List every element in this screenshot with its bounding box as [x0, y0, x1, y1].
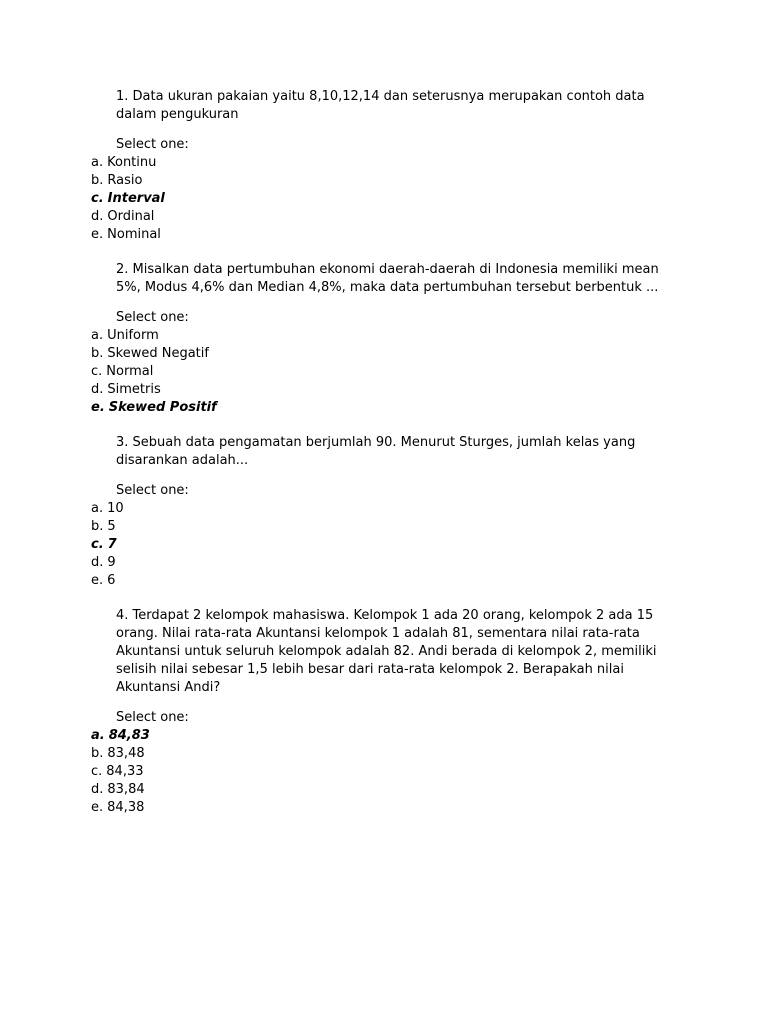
option-text: Skewed Negatif — [107, 346, 209, 361]
option-d[interactable] — [91, 381, 768, 399]
option-c[interactable] — [91, 536, 768, 554]
question-text-line: 4. Terdapat 2 kelompok mahasiswa. Kelompok 1 ada 20 orang, kelompok 2 ada 15 — [116, 608, 654, 623]
select-one-label: Select one: — [116, 710, 189, 725]
select-one-label: Select one: — [116, 137, 189, 152]
option-text: Rasio — [107, 173, 143, 188]
options-list — [0, 727, 768, 817]
question-text-line: selisih nilai sebesar 1,5 lebih besar dari rata-rata kelompok 2. Berapakah nilai — [116, 662, 624, 677]
option-letter: e. — [91, 573, 104, 588]
question-text-line: 5%, Modus 4,6% dan Median 4,8%, maka data pertumbuhan tersebut berbentuk ... — [116, 280, 659, 295]
option-letter: c. — [91, 537, 104, 552]
question-2 — [0, 261, 768, 417]
option-text: 83,48 — [107, 746, 145, 761]
option-letter: d. — [91, 782, 104, 797]
option-text: Kontinu — [107, 155, 157, 170]
question-text — [116, 261, 659, 297]
option-text: Simetris — [107, 382, 161, 397]
option-text: Ordinal — [107, 209, 155, 224]
question-3 — [0, 434, 768, 590]
option-letter: b. — [91, 346, 104, 361]
option-d[interactable] — [91, 781, 768, 799]
option-c[interactable] — [91, 190, 768, 208]
option-a[interactable] — [91, 327, 768, 345]
option-a[interactable] — [91, 500, 768, 518]
question-text-line: dalam pengukuran — [116, 107, 239, 122]
option-b[interactable] — [91, 345, 768, 363]
options-list — [0, 154, 768, 244]
option-text: Uniform — [107, 328, 159, 343]
question-text-line: disarankan adalah... — [116, 453, 249, 468]
option-c[interactable] — [91, 763, 768, 781]
option-text: Nominal — [107, 227, 161, 242]
option-letter: e. — [91, 800, 104, 815]
option-text: 9 — [107, 555, 116, 570]
option-text: 10 — [107, 501, 124, 516]
option-a[interactable] — [91, 154, 768, 172]
option-b[interactable] — [91, 518, 768, 536]
option-letter: b. — [91, 519, 104, 534]
option-b[interactable] — [91, 745, 768, 763]
option-letter: d. — [91, 209, 104, 224]
option-letter: b. — [91, 173, 104, 188]
option-e[interactable] — [91, 572, 768, 590]
options-list — [0, 500, 768, 590]
option-text: Interval — [107, 191, 165, 206]
option-d[interactable] — [91, 208, 768, 226]
options-list — [0, 327, 768, 417]
question-text-line: 2. Misalkan data pertumbuhan ekonomi daerah-daerah di Indonesia memiliki mean — [116, 262, 659, 277]
option-letter: a. — [91, 328, 104, 343]
option-letter: c. — [91, 764, 103, 779]
question-4 — [0, 607, 768, 817]
question-text-line: orang. Nilai rata-rata Akuntansi kelompok 1 adalah 81, sementara nilai rata-rata — [116, 626, 640, 641]
option-text: 84,33 — [106, 764, 144, 779]
option-e[interactable] — [91, 799, 768, 817]
option-letter: c. — [91, 191, 104, 206]
option-letter: c. — [91, 364, 103, 379]
option-letter: a. — [91, 501, 104, 516]
option-text: 6 — [107, 573, 116, 588]
option-e[interactable] — [91, 399, 768, 417]
option-text: Normal — [106, 364, 154, 379]
option-c[interactable] — [91, 363, 768, 381]
option-letter: d. — [91, 555, 104, 570]
option-text: 7 — [107, 537, 117, 552]
question-text — [116, 88, 656, 124]
question-text-line: Akuntansi Andi? — [116, 680, 221, 695]
question-text-line: 1. Data ukuran pakaian yaitu 8,10,12,14 dan seterusnya merupakan contoh data — [116, 89, 645, 104]
question-text — [116, 607, 656, 697]
select-one-label: Select one: — [116, 483, 189, 498]
option-b[interactable] — [91, 172, 768, 190]
option-d[interactable] — [91, 554, 768, 572]
option-letter: e. — [91, 227, 104, 242]
select-one-label: Select one: — [116, 310, 189, 325]
option-e[interactable] — [91, 226, 768, 244]
option-letter: d. — [91, 382, 104, 397]
option-letter: a. — [91, 728, 105, 743]
option-letter: e. — [91, 400, 105, 415]
option-text: 84,83 — [108, 728, 150, 743]
option-text: 84,38 — [107, 800, 145, 815]
option-text: 5 — [107, 519, 116, 534]
option-text: 83,84 — [107, 782, 145, 797]
question-1 — [0, 88, 768, 244]
option-text: Skewed Positif — [108, 400, 217, 415]
question-text — [116, 434, 656, 470]
question-text-line: Akuntansi untuk seluruh kelompok adalah 82. Andi berada di kelompok 2, memiliki — [116, 644, 657, 659]
question-text-line: 3. Sebuah data pengamatan berjumlah 90. Menurut Sturges, jumlah kelas yang — [116, 435, 636, 450]
option-letter: a. — [91, 155, 104, 170]
option-a[interactable] — [91, 727, 768, 745]
option-letter: b. — [91, 746, 104, 761]
